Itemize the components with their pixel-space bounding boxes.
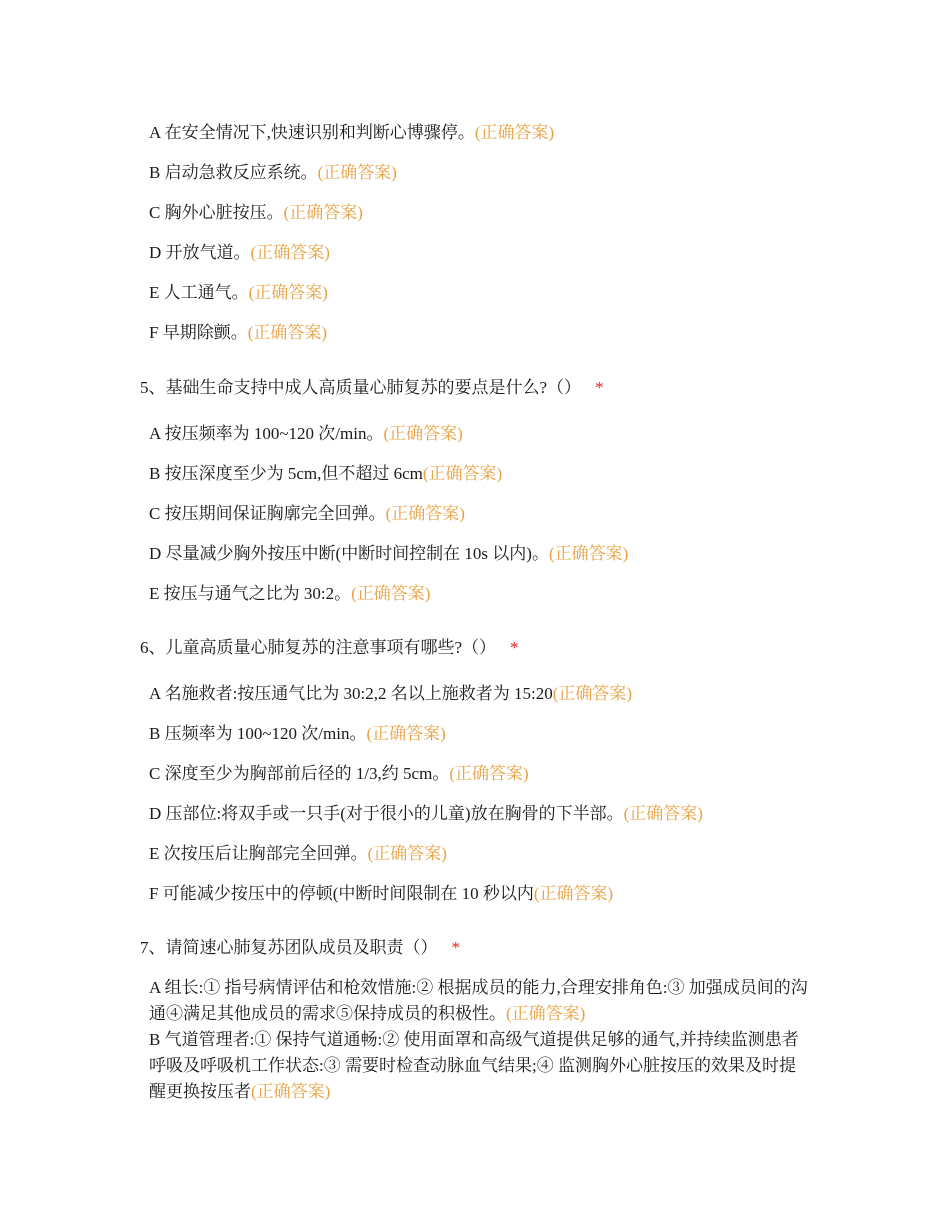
correct-answer-tag: (正确答案): [548, 544, 629, 563]
option-item: [149, 1027, 809, 1105]
correct-answer-tag: (正确答案): [248, 283, 328, 302]
option-item: [149, 883, 613, 905]
option-text: B 压频率为 100~120 次/min。: [149, 724, 367, 743]
option-item: [149, 322, 327, 344]
option-item: [149, 503, 465, 525]
option-text: E 按压与通气之比为 30:2。: [149, 584, 352, 603]
option-item: [149, 202, 363, 224]
option-text: D 尽量减少胸外按压中断(中断时间控制在 10s 以内)。: [149, 544, 549, 563]
correct-answer-tag: (正确答案): [351, 584, 431, 603]
option-item: [149, 583, 430, 605]
correct-answer-tag: (正确答案): [422, 464, 503, 483]
required-mark: *: [451, 938, 460, 957]
correct-answer-tag: (正确答案): [283, 203, 363, 222]
correct-answer-tag: (正确答案): [251, 1082, 331, 1101]
option-text: B 气道管理者:① 保持气道通畅:② 使用面罩和高级气道提供足够的通气,并持续监测患者呼吸及呼吸机工作状态:③ 需要时检查动脉血气结果;④ 监测胸外心脏按压的效果及时提醒更换按压者: [149, 1030, 799, 1101]
option-text: D 压部位:将双手或一只手(对于很小的儿童)放在胸骨的下半部。: [149, 804, 624, 823]
option-item: [149, 803, 703, 825]
option-text: C 胸外心脏按压。: [149, 203, 284, 222]
option-text: A 名施救者:按压通气比为 30:2,2 名以上施救者为 15:20: [149, 684, 553, 703]
correct-answer-tag: (正确答案): [250, 243, 330, 262]
option-text: C 按压期间保证胸廓完全回弹。: [149, 504, 386, 523]
correct-answer-tag: (正确答案): [506, 1004, 586, 1023]
question-title: [140, 377, 604, 399]
option-text: F 可能减少按压中的停顿(中断时间限制在 10 秒以内: [149, 884, 534, 903]
option-item: [149, 423, 463, 445]
required-mark: *: [595, 378, 604, 397]
option-text: E 人工通气。: [149, 283, 249, 302]
correct-answer-tag: (正确答案): [474, 123, 555, 142]
option-item: [149, 975, 809, 1027]
option-text: A 在安全情况下,快速识别和判断心博骤停。: [149, 123, 475, 142]
correct-answer-tag: (正确答案): [367, 844, 447, 863]
correct-answer-tag: (正确答案): [383, 424, 463, 443]
question-text: 7、请简速心肺复苏团队成员及职责（）: [140, 938, 438, 957]
option-text: D 开放气道。: [149, 243, 251, 262]
option-text: F 早期除颤。: [149, 323, 248, 342]
option-text: B 启动急救反应系统。: [149, 163, 318, 182]
option-item: [149, 282, 328, 304]
option-item: [149, 683, 632, 705]
option-item: [149, 463, 502, 485]
question-title: [140, 937, 460, 959]
option-text: B 按压深度至少为 5cm,但不超过 6cm: [149, 464, 423, 483]
option-text: E 次按压后让胸部完全回弹。: [149, 844, 368, 863]
option-item: [149, 843, 447, 865]
option-item: [149, 242, 330, 264]
option-text: C 深度至少为胸部前后径的 1/3,约 5cm。: [149, 764, 450, 783]
option-item: [149, 723, 446, 745]
question-text: 6、儿童高质量心肺复苏的注意事项有哪些?（）: [140, 638, 497, 657]
correct-answer-tag: (正确答案): [623, 804, 703, 823]
option-item: [149, 763, 529, 785]
correct-answer-tag: (正确答案): [366, 724, 446, 743]
required-mark: *: [510, 638, 519, 657]
question-text: 5、基础生命支持中成人高质量心肺复苏的要点是什么?（）: [140, 378, 582, 397]
option-text: A 组长:① 指号病情评估和枪效惜施:② 根据成员的能力,合理安排角色:③ 加强成员间的沟通④满足其他成员的需求⑤保持成员的积极性。: [149, 978, 808, 1023]
correct-answer-tag: (正确答案): [247, 323, 328, 342]
correct-answer-tag: (正确答案): [385, 504, 465, 523]
correct-answer-tag: (正确答案): [552, 684, 633, 703]
option-item: [149, 543, 628, 565]
correct-answer-tag: (正确答案): [317, 163, 397, 182]
correct-answer-tag: (正确答案): [533, 884, 614, 903]
option-item: [149, 162, 397, 184]
question-title: [140, 637, 519, 659]
option-text: A 按压频率为 100~120 次/min。: [149, 424, 384, 443]
correct-answer-tag: (正确答案): [449, 764, 529, 783]
option-item: [149, 122, 554, 144]
